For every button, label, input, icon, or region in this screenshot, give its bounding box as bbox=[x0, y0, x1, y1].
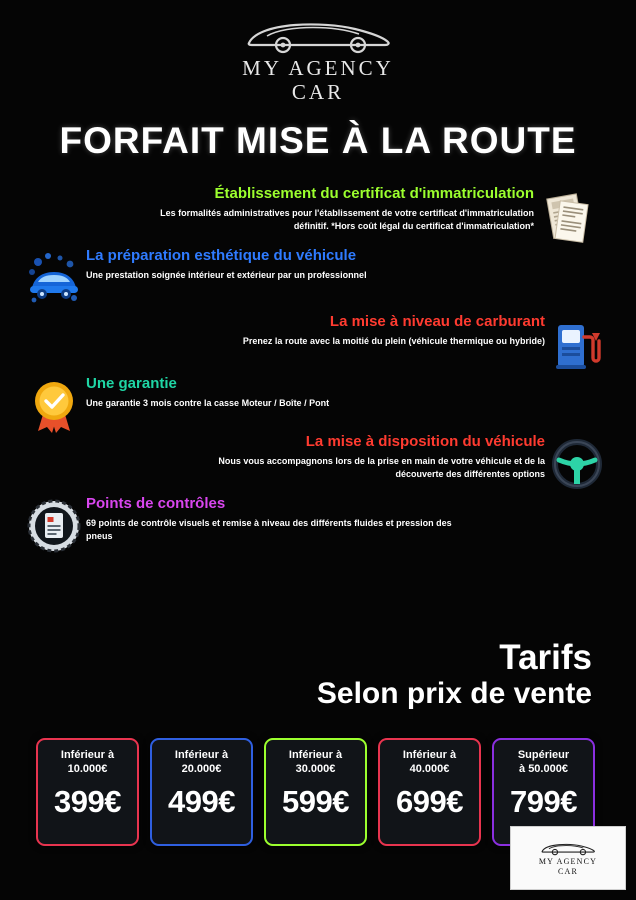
feature-text-block bbox=[86, 374, 329, 410]
warranty-medal-icon bbox=[22, 374, 86, 438]
feature-text-block bbox=[150, 184, 534, 233]
feature-description: 69 points de contrôle visuels et remise à niveau des différents fluides et pression des pneus bbox=[86, 517, 452, 541]
price-caption-line1: Inférieur à bbox=[60, 749, 115, 761]
feature-heading: Établissement du certificat d'immatriculation bbox=[214, 185, 534, 203]
price-card-599[interactable] bbox=[264, 738, 367, 846]
price-amount: 499€ bbox=[168, 783, 235, 819]
price-caption-line2: 40.000€ bbox=[409, 762, 450, 775]
feature-description: Une prestation soignée intérieur et extérieur par un professionnel bbox=[86, 269, 367, 280]
feature-heading: La mise à disposition du véhicule bbox=[305, 433, 545, 451]
sports-car-icon bbox=[243, 14, 393, 54]
price-amount: 399€ bbox=[54, 783, 121, 819]
feature-item-garantie bbox=[22, 374, 422, 438]
footer-brand-line1: MY AGENCY bbox=[538, 857, 598, 866]
feature-description: Prenez la route avec la moitié du plein (véhicule thermique ou hybride) bbox=[242, 335, 545, 346]
price-caption-line1: Inférieur à bbox=[288, 749, 343, 761]
price-caption bbox=[518, 749, 569, 777]
price-caption bbox=[289, 749, 342, 777]
feature-heading: Une garantie bbox=[86, 375, 177, 393]
tarifs-line2: Selon prix de vente bbox=[316, 676, 592, 710]
price-caption-line1: Inférieur à bbox=[402, 749, 457, 761]
feature-text-block bbox=[86, 246, 367, 282]
steering-wheel-icon bbox=[545, 432, 609, 496]
feature-item-carburant bbox=[215, 312, 615, 376]
price-amount: 599€ bbox=[282, 783, 349, 819]
brand-name bbox=[0, 56, 636, 104]
price-caption bbox=[403, 749, 456, 777]
price-caption-line2: 30.000€ bbox=[295, 762, 336, 775]
feature-item-certificat bbox=[150, 184, 620, 248]
brand-logo bbox=[0, 0, 636, 104]
fuel-pump-icon bbox=[545, 312, 609, 376]
feature-heading: La mise à niveau de carburant bbox=[329, 313, 545, 331]
feature-text-block bbox=[215, 312, 545, 348]
price-caption-line1: Inférieur à bbox=[174, 749, 229, 761]
sports-car-icon bbox=[540, 839, 596, 857]
price-caption-line2: à 50.000€ bbox=[519, 762, 568, 775]
feature-item-preparation bbox=[22, 246, 442, 310]
car-wash-icon bbox=[22, 246, 86, 310]
feature-text-block bbox=[200, 432, 545, 481]
price-caption bbox=[175, 749, 228, 777]
feature-description: Une garantie 3 mois contre la casse Moteur / Boîte / Pont bbox=[86, 397, 330, 408]
features-list bbox=[0, 184, 636, 544]
price-card-399[interactable] bbox=[36, 738, 139, 846]
footer-brand-line2: CAR bbox=[557, 867, 579, 876]
price-caption-line2: 20.000€ bbox=[181, 762, 222, 775]
price-caption-line2: 10.000€ bbox=[67, 762, 108, 775]
feature-description: Les formalités administratives pour l'établissement de votre certificat d'immatriculation définitif. *Hors coût légal du certificat d'immatriculation* bbox=[160, 207, 534, 231]
price-card-699[interactable] bbox=[378, 738, 481, 846]
feature-text-block bbox=[86, 494, 452, 543]
price-caption-line1: Supérieur bbox=[517, 749, 570, 761]
feature-heading: La préparation esthétique du véhicule bbox=[86, 247, 357, 265]
brand-name-line2: CAR bbox=[291, 80, 345, 105]
feature-heading: Points de contrôles bbox=[86, 495, 226, 513]
brand-name-line1: MY AGENCY bbox=[242, 56, 394, 80]
price-amount: 799€ bbox=[510, 783, 577, 819]
checklist-gear-icon bbox=[22, 494, 86, 558]
tarifs-heading bbox=[317, 640, 592, 711]
price-card-499[interactable] bbox=[150, 738, 253, 846]
feature-item-points-controle bbox=[22, 494, 452, 558]
feature-item-mise-a-disposition bbox=[200, 432, 615, 496]
footer-brand-badge bbox=[510, 826, 626, 890]
footer-brand-name bbox=[539, 857, 597, 877]
tarifs-line1: Tarifs bbox=[499, 638, 592, 677]
feature-description: Nous vous accompagnons lors de la prise en main de votre véhicule et de la découverte des différentes options bbox=[218, 455, 545, 479]
price-amount: 699€ bbox=[396, 783, 463, 819]
page-title: FORFAIT MISE À LA ROUTE bbox=[59, 120, 577, 162]
documents-icon bbox=[534, 184, 598, 248]
price-caption bbox=[61, 749, 114, 777]
